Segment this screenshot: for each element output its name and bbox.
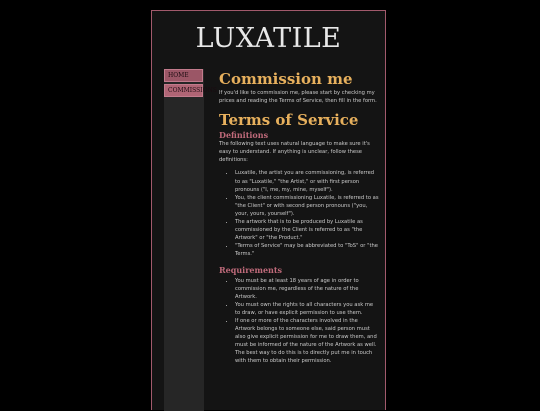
- list-item: • You, the client commissioning Luxatile, is referred to as "the Client" or with second person pronouns ("you, your, yours, yourself").: [235, 194, 379, 218]
- commission-heading: Commission me: [219, 70, 353, 88]
- definitions-intro: The following text uses natural language to make sure it's easy to understand. If anything is unclear, follow these definitions:: [219, 141, 370, 164]
- definitions-list: [219, 169, 379, 258]
- site-title: LUXATILE: [195, 23, 342, 54]
- list-item: • Luxatile, the artist you are commissioning, is referred to as "Luxatile," "the Artist," or with first person pronouns ("I, me, my, mine, myself").: [235, 169, 379, 193]
- nav-home-button[interactable]: HOME: [164, 69, 203, 82]
- sidebar-nav: [164, 69, 217, 411]
- tos-heading: Terms of Service: [219, 111, 359, 130]
- definitions-heading: Definitions: [219, 130, 269, 141]
- list-item: • If one or more of the characters involved in the Artwork belongs to someone else, said person must also give explicit permission for me to draw them, and must be informed of the nature of the Artwork as well. The best way to do this is to directly put me in touch with them to obtain their permission.: [235, 317, 379, 366]
- main-content: [219, 69, 379, 371]
- list-item: • "Terms of Service" may be abbreviated to "ToS" or "the Terms.": [235, 242, 379, 258]
- requirements-heading: Requirements: [219, 264, 283, 275]
- list-item: • You must be at least 18 years of age in order to commission me, regardless of the nature of the Artwork.: [235, 277, 379, 301]
- list-item: • You must own the rights to all characters you ask me to draw, or have explicit permission to use them.: [235, 301, 379, 317]
- page-frame: [151, 10, 386, 410]
- commission-intro: If you'd like to commission me, please start by checking my prices and reading the Terms of Service, then fill in the form.: [219, 90, 377, 105]
- requirements-list: [219, 277, 379, 366]
- nav-commissions-button[interactable]: COMMISSIONS: [164, 84, 203, 97]
- list-item: • The artwork that is to be produced by Luxatile as commissioned by the Client is referred to as "the Artwork" or "the Product.": [235, 218, 379, 242]
